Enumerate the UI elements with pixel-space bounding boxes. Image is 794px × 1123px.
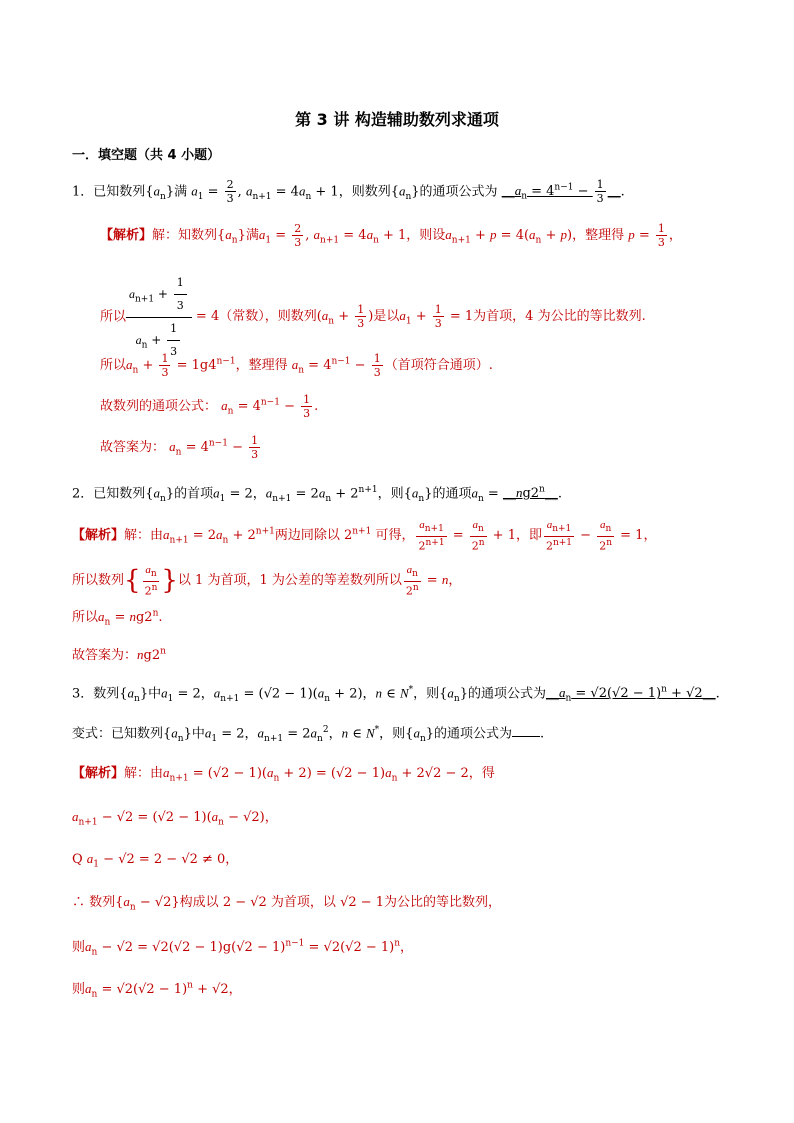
question-3: 3．数列$\{a_n\}$中$a_1 = 2$，$a_{n+1} = (√2 - 1)(a_n + 2)$，n ∈ N*，则$\{a_n\}$的通项公式为$\_\_a_n = √2(√2 - 1)^n$ + √2__.: [72, 685, 720, 704]
question-1: 1．已知数列$\{a_n\}$满 $a_1$ = $\frac{2}{3}$ , $a_{n+1} = 4a_n + 1$，则数列$\{a_n\}$的通项公式为 $\_\_a_n = 4^{n-1}$ − $\frac{1}{3}$ __.: [72, 178, 625, 206]
q1-answer: 故答案为： $a_n = 4^{n-1}$ − $\frac{1}{3}$: [100, 434, 259, 462]
q3-variant: 变式：已知数列$\{a_n\}$中$a_1 = 2$，$a_{n+1} = 2a_n^2$，n ∈ N*，则$\{a_n\}$的通项公式为 .: [72, 725, 545, 744]
section-heading: 一．填空题（共 4 小题）: [72, 148, 221, 163]
question-2: 2．已知数列$\{a_n\}$的首项$a_1 = 2$，$a_{n+1} = 2a_n + 2^{n+1}$，则$\{a_n\}$的通项$a_n$ = $\_\_ng2^n\_\_$.: [72, 485, 562, 504]
q2-solution-2: 所以数列{ $\frac{a_n}{2^n}$ }以 1 为首项，1 为公差的等差数列所以 $\frac{a_n}{2^n}$ = n，: [72, 564, 462, 598]
q3-solution-1: 【解析】解：由$a_{n+1} = (√2 - 1)(a_n + 2) = (√2 - 1)a_n + 2√2 - 2$，得: [72, 765, 495, 784]
q2-answer: 故答案为：ng2$^n$: [72, 647, 166, 664]
q2-solution-1: 【解析】解：由$a_{n+1} = 2a_n + 2^{n+1}$两边同除以 $2^{n+1}$ 可得， $\frac{a_{n+1}}{2^{n+1}}$ = $\frac{a_n}{2^n}$ + 1，即 $\frac{a_{n+1}}{2^{n+1}}$ − $\frac{a_n}{2^n}$ = 1，: [72, 519, 657, 553]
q1-solution-2: 所以 $a_{n+1}$ + $\frac{1}{3}$ $a_n$ + $\frac{1}{3}$ = 4（常数），则数列($a_n$ + $\frac{1}{3}$ )是以$a_1$ + $\frac{1}{3}$ = 1为首项，4 为公比的等比数列.: [100, 272, 646, 332]
q3-solution-6: 则$a_n = √2(√2 - 1)^n + √2$，: [72, 981, 242, 1000]
q3-solution-5: 则$a_n - √2 = √2(√2 - 1)g(√2 - 1)^{n-1} = √2(√2 - 1)^n$，: [72, 939, 414, 958]
q3-solution-3: Q $a_1 - √2 = 2 - √2 \ne 0$，: [72, 851, 239, 870]
q3-solution-4: ∴ 数列$\{a_n - √2\}$构成以 2 − √2 为首项，以 √2 − 1为公比的等比数列，: [72, 894, 502, 913]
q1-solution-4: 故数列的通项公式： $a_n = 4^{n-1}$ − $\frac{1}{3}$ .: [100, 393, 319, 421]
q1-solution-3: 所以$a_n$ + $\frac{1}{3}$ = $1g4^{n-1}$，整理得 $a_n = 4^{n-1}$ − $\frac{1}{3}$ （首项符合通项）.: [100, 352, 493, 380]
q2-solution-3: 所以$a_n = ng2^n$.: [72, 609, 163, 628]
page-title: 第 3 讲 构造辅助数列求通项: [295, 110, 499, 129]
q3-solution-2: $a_{n+1} - √2 = (√2 - 1)(a_n - √2)$，: [72, 809, 278, 828]
q1-solution-1: 【解析】解：知数列$\{a_n\}$满$a_1$ = $\frac{2}{3}$ , $a_{n+1} = 4a_n + 1$，则设$a_{n+1} + p = 4(a_n + p)$，整理得 p = $\frac{1}{3}$ ，: [100, 222, 682, 249]
